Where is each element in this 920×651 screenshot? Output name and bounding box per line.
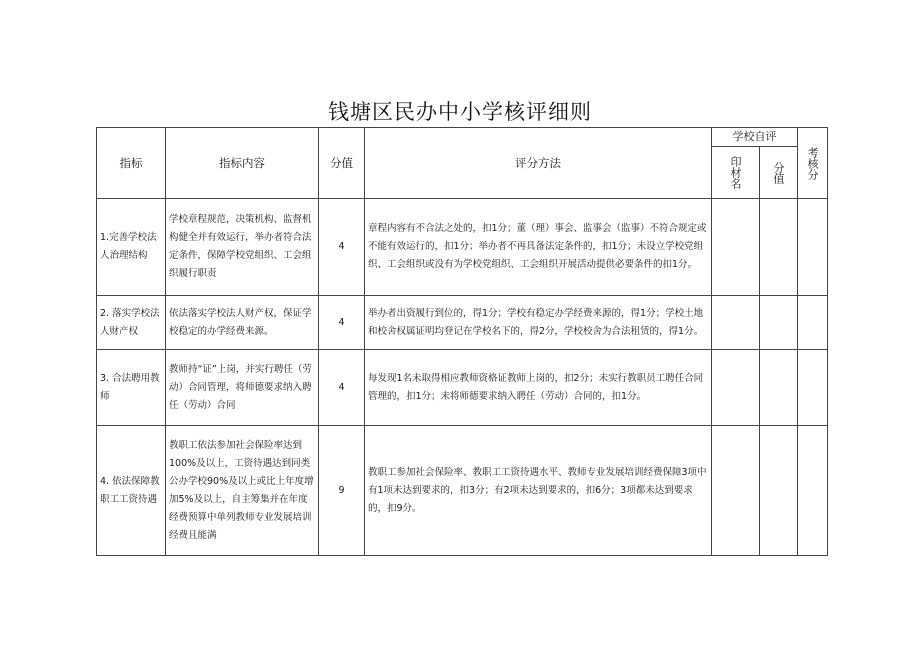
header-method: 评分方法 bbox=[365, 128, 712, 199]
row-indicator: 1.完善学校法人治理结构 bbox=[97, 199, 166, 296]
row-score: 4 bbox=[319, 199, 365, 296]
table-row bbox=[97, 199, 828, 296]
row-evidence-cell[interactable] bbox=[712, 199, 760, 296]
assessment-table bbox=[96, 127, 828, 556]
row-self-score-cell[interactable] bbox=[760, 199, 798, 296]
row-review-score-cell[interactable] bbox=[798, 350, 828, 426]
row-method: 教职工参加社会保险率、教职工工资待遇水平、教师专业发展培训经费保障3项中有1项未达到要求的，扣3分；有2项未达到要求的，扣6分；3项都未达到要求的，扣9分。 bbox=[365, 426, 712, 556]
header-self-score: 分值 bbox=[772, 161, 785, 184]
row-review-score-cell[interactable] bbox=[798, 296, 828, 350]
row-content: 依法落实学校法人财产权，保证学校稳定的办学经费来源。 bbox=[166, 296, 319, 350]
row-review-score-cell[interactable] bbox=[798, 199, 828, 296]
row-method: 章程内容有不合法之处的，扣1分；董（理）事会、监事会（监事）不符合规定或不能有效运行的，扣1分；举办者不再具备法定条件的，扣1分；未设立学校党组织、工会组织或没有为学校党组织、工会组织开展活动提供必要条件的扣1分。 bbox=[365, 199, 712, 296]
header-content: 指标内容 bbox=[166, 128, 319, 199]
row-indicator: 4. 依法保障教职工工资待遇 bbox=[97, 426, 166, 556]
header-review-score-cell bbox=[798, 128, 828, 199]
row-score: 4 bbox=[319, 296, 365, 350]
header-evidence: 印材名 bbox=[729, 156, 742, 189]
table-row bbox=[97, 426, 828, 556]
row-evidence-cell[interactable] bbox=[712, 296, 760, 350]
row-indicator: 2. 落实学校法人财产权 bbox=[97, 296, 166, 350]
header-row-top bbox=[97, 128, 828, 147]
row-evidence-cell[interactable] bbox=[712, 350, 760, 426]
row-evidence-cell[interactable] bbox=[712, 426, 760, 556]
row-self-score-cell[interactable] bbox=[760, 296, 798, 350]
row-method: 每发现1名未取得相应教师资格证教师上岗的，扣2分；未实行教职员工聘任合同管理的，扣1分；未将师德要求纳入聘任（劳动）合同的，扣1分。 bbox=[365, 350, 712, 426]
row-indicator: 3. 合法聘用教师 bbox=[97, 350, 166, 426]
header-self-score-cell bbox=[760, 147, 798, 199]
row-score: 9 bbox=[319, 426, 365, 556]
header-review-score: 考核分 bbox=[806, 146, 819, 180]
header-evidence-cell bbox=[712, 147, 760, 199]
page-title: 钱塘区民办中小学核评细则 bbox=[328, 100, 592, 124]
header-self-eval: 学校自评 bbox=[712, 128, 798, 147]
row-self-score-cell[interactable] bbox=[760, 350, 798, 426]
row-method: 举办者出资履行到位的，得1分；学校有稳定办学经费来源的，得1分；学校土地和校舍权属证明均登记在学校名下的，得2分，学校校舍为合法租赁的，得1分。 bbox=[365, 296, 712, 350]
row-score: 4 bbox=[319, 350, 365, 426]
header-indicator: 指标 bbox=[97, 128, 166, 199]
row-content: 教职工依法参加社会保险率达到100%及以上，工资待遇达到同类公办学校90%及以上或比上年度增加5%及以上，自主筹集并在年度经费预算中单列教师专业发展培训经费且能满 bbox=[166, 426, 319, 556]
row-self-score-cell[interactable] bbox=[760, 426, 798, 556]
row-content: 学校章程规范，决策机构、监督机构健全并有效运行，举办者符合法定条件，保障学校党组织、工会组织履行职责 bbox=[166, 199, 319, 296]
row-review-score-cell[interactable] bbox=[798, 426, 828, 556]
header-score: 分值 bbox=[319, 128, 365, 199]
row-content: 教师持“证”上岗，并实行聘任（劳动）合同管理，将师德要求纳入聘任（劳动）合同 bbox=[166, 350, 319, 426]
table-row bbox=[97, 296, 828, 350]
table-row bbox=[97, 350, 828, 426]
